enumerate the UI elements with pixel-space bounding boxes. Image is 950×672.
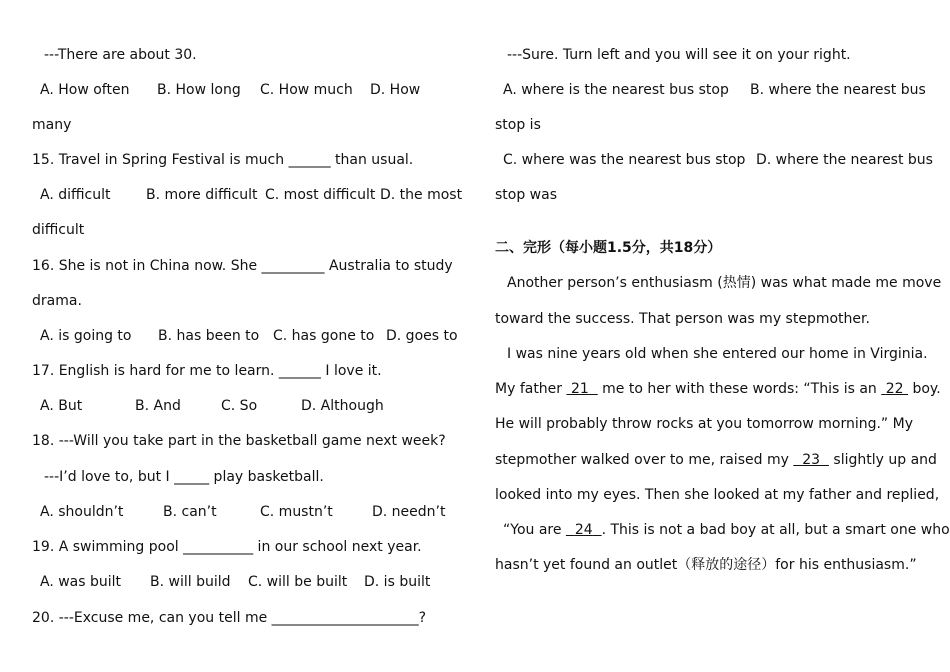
q16-option-c: C. has gone to [273, 328, 375, 344]
q17-option-a: A. But [40, 398, 83, 414]
q14-answer-line: ---There are about 30. [44, 47, 197, 63]
blank-23-number: 23 [802, 452, 821, 468]
blank-24-number: 24 [574, 522, 593, 538]
q15-question: 15. Travel in Spring Festival is much ______ than usual. [32, 152, 414, 168]
q20-options-cd [495, 151, 933, 169]
q14-option-a: A. How often [40, 82, 130, 98]
blank-22 [881, 381, 908, 397]
q14-option-c: C. How much [260, 82, 353, 98]
passage-line-1: Another person’s enthusiasm (热情) was what made me move [507, 275, 942, 291]
q15-options [32, 186, 462, 204]
q18-answer-line: ---I’d love to, but I _____ play basketball. [44, 469, 324, 485]
passage-text: . This is not a bad boy at all, but a smart one who [601, 522, 950, 538]
q20-option-d: D. where the nearest bus [756, 152, 933, 168]
q19-option-a: A. was built [40, 574, 122, 590]
q16-wrap: drama. [32, 293, 82, 309]
passage-line-2: toward the success. That person was my stepmother. [495, 311, 870, 327]
passage-text: me to her with these words: “This is an [597, 381, 882, 397]
q20-answer-line: ---Sure. Turn left and you will see it on your right. [507, 47, 851, 63]
blank-21 [567, 381, 598, 397]
q19-option-d: D. is built [364, 574, 431, 590]
q19-options [32, 573, 430, 591]
blank-23 [793, 452, 829, 468]
passage-line-3: I was nine years old when she entered our home in Virginia. [507, 346, 928, 362]
q18-option-c: C. mustn’t [260, 504, 333, 520]
passage-line-7: looked into my eyes. Then she looked at my father and replied, [495, 487, 940, 503]
q18-option-a: A. shouldn’t [40, 504, 124, 520]
blank-22-number: 22 [885, 381, 904, 397]
q18-options [32, 503, 445, 521]
passage-line-6 [495, 451, 937, 469]
blank-21-number: 21 [570, 381, 589, 397]
q18-option-b: B. can’t [163, 504, 217, 520]
q16-option-d: D. goes to [386, 328, 458, 344]
q20-option-b: B. where the nearest bus [750, 82, 926, 98]
q17-option-d: D. Although [301, 398, 384, 414]
q14-wrap: many [32, 117, 72, 133]
passage-text: My father [495, 381, 567, 397]
passage-line-4 [495, 380, 941, 398]
passage-text: “You are [503, 522, 566, 538]
q14-option-b: B. How long [157, 82, 241, 98]
q19-option-c: C. will be built [248, 574, 348, 590]
q15-option-b: B. more difficult [146, 187, 258, 203]
passage-line-8 [495, 521, 950, 539]
q18-option-d: D. needn’t [372, 504, 446, 520]
passage-text: stepmother walked over to me, raised my [495, 452, 794, 468]
passage-line-9: hasn’t yet found an outlet（释放的途径）for his enthusiasm.” [495, 557, 917, 573]
q18-question: 18. ---Will you take part in the basketball game next week? [32, 433, 446, 449]
q15-option-a: A. difficult [40, 187, 111, 203]
q17-options [32, 397, 384, 415]
section-title: 二、完形（每小题1.5分，共18分） [495, 240, 722, 256]
q20-option-b-wrap: stop is [495, 117, 541, 133]
q20-option-c: C. where was the nearest bus stop [503, 152, 746, 168]
q16-option-a: A. is going to [40, 328, 132, 344]
q16-question: 16. She is not in China now. She _________ Australia to study [32, 258, 453, 274]
q16-option-b: B. has been to [158, 328, 260, 344]
q17-option-c: C. So [221, 398, 258, 414]
q20-option-d-wrap: stop was [495, 187, 558, 203]
q17-option-b: B. And [135, 398, 181, 414]
q19-question: 19. A swimming pool __________ in our school next year. [32, 539, 422, 555]
q20-question: 20. ---Excuse me, can you tell me _____________________? [32, 610, 427, 626]
q15-option-d: D. the most [380, 187, 463, 203]
q14-options [32, 81, 420, 99]
blank-24 [566, 522, 602, 538]
q20-option-a: A. where is the nearest bus stop [503, 82, 729, 98]
q20-options-ab [495, 81, 926, 99]
q17-question: 17. English is hard for me to learn. ______ I love it. [32, 363, 382, 379]
passage-text: boy. [908, 381, 941, 397]
passage-text: slightly up and [828, 452, 937, 468]
q15-wrap: difficult [32, 222, 85, 238]
q14-option-d: D. How [370, 82, 421, 98]
q15-option-c: C. most difficult [265, 187, 376, 203]
q19-option-b: B. will build [150, 574, 231, 590]
q16-options [32, 327, 458, 345]
passage-line-5: He will probably throw rocks at you tomorrow morning.” My [495, 416, 914, 432]
